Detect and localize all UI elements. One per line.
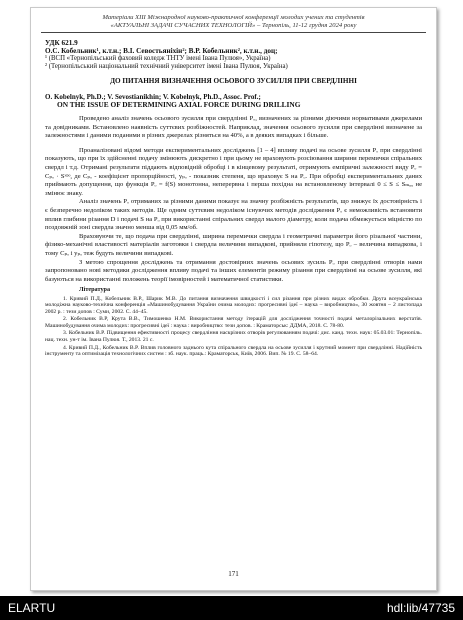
reference-item: 3. Кобельник В.Р. Підвищення ефективності процесу свердління наскрізних отворів регулюванням подачі: дис. канд. техн. наук: 05.03.01: Тернопіль. нац. техн. ун-т ім. Івана Пулюя. Т., 2013. 21 с. [45,330,422,344]
paragraph-methods: Проаналізовані відомі методи експериментальних досліджень [1 – 4] впливу подачі на осьове зусилля Pₒ при свердлінні показують, що при їх здійсненні подачу змінюють дискретно і при цьому не враховують розсіювання ширини перемички спіральних свердл і т.д. Отримані результати піддають відповідній обробці і в кінцевому результаті, отримують емпіричні залежності виду Pₒ = Cₚₒ · Sʸᵖᵒ, де Cₚₒ - коефіцієнт пропорційності, yₚₒ - показник степеня, що враховує S на Pₒ. При обробці експериментальних даних приймають допущення, що функція Pₒ = f(S) монотонна, неперервна і перша похідна на встановленому інтервалі 0 ≤ S ≤ Sₘₐₓ не змінює знаку. [45,146,422,197]
article-body [45,39,422,358]
affiliation-2: ² (Тернопільський національний технічний університет імені Івана Пулюя, Україна) [45,63,288,71]
repository-name[interactable]: ELARTU [8,601,56,615]
authors-ua: О.С. Кобельник¹, к.т.н.; В.І. Севостьяніхін²; В.Р. Кобельник², к.т.н., доц; [45,47,278,56]
header-line-1: Матеріали ХІІІ Міжнародної науково-практичної конференції молодих учених та студентів [102,14,365,21]
affiliation-1: ¹ (ВСП «Тернопільський фаховий коледж ТНТУ імені Івана Пулюя», Україна) [45,55,271,63]
title-en: ON THE ISSUE OF DETERMINING AXIAL FORCE DURING DRILLING [57,99,301,109]
conference-header [41,14,426,30]
udk-code: УДК 621.9 [45,39,78,47]
paragraph-conclusion: З метою спрощення досліджень та отримання достовірних значень осьових зусиль Pₒ при свердлінні отворів нами запропоновано нові методики дослідження впливу подачі та інших елементів режиму різання при свердлінні на осьове зусилля, які базуються на використанні положень теорії імовірностей і математичної статистики. [45,258,422,283]
paragraph-analysis: Аналіз значень Pₒ отриманих за різними даними показує на значну розбіжність результатів, що знижує їх достовірність і є безперечно недоліком таких методів. Ще одним суттєвим недоліком існуючих методів дослідження Pₒ є неможливість встановити вплив глибини різання D і подачі S на Pₒ при використанні спіральних свердл малого діаметру, коли подача обмежується міцністю по поздовжній зоні свердла значно менша від 0,05 мм/об. [45,198,422,232]
page-number: 171 [228,570,239,578]
authors-en: O. Kobelnyk, Ph.D.; V. Sevostianikhin; V. Kobelnyk, Ph.D., Assoc. Prof.; [45,92,261,101]
handle-identifier[interactable]: hdl:lib/47735 [386,601,455,615]
title-ua: ДО ПИТАННЯ ВИЗНАЧЕННЯ ОСЬОВОГО ЗУСИЛЛЯ ПРИ СВЕРДЛІННІ [110,77,357,86]
paragraph-hypothesis: Враховуючи те, що подача при свердлінні, ширина перемички свердла і геометричні параметри його різальної частини, фізико-механічні властивості матеріалів заготовки і свердла величини випадкові, прийняли гіпотезу, що Pₒ – величина випадкова, і тому Cₚₒ і yₚₒ теж будуть величини випадкові. [45,232,422,257]
reference-item: 1. Кривий П.Д., Кобельник В.Р., Шарик М.В. До питання визначення швидкості і сил різання при різних видах обробки. Друга всеукраїнська молодіжна науково-технічна конференція «Машинобудування України очима молодих: прогресивні ідеї – наука – виробництво», 30 жовтня – 2 листопада 2002 р. : тези допов : Суми, 2002. С. 44–45. [45,295,422,315]
literature-heading: Література [79,286,111,294]
header-divider [41,32,426,33]
repository-footer [0,596,463,620]
reference-item: 4. Кривий П.Д., Кобельник В.Р. Вплив головного заднього кута спірального свердла на осьове зусилля і крутний момент при свердлінні. Надійність інструменту та оптимізація технологічних систем : зб. наук. праць.: Краматорськ, Київ, 2006. Вип. № 19. С. 58–64. [45,344,422,358]
paragraph-abstract: Проведено аналіз значень осьового зусилля при свердлінні Pₒ, визначених за різними діючими нормативами джерелами та довідниками. Встановлено наявність суттєвих розбіжностей. Наприклад, значення осьового зусилля при свердлінні визначене за залежностями і даними поданими в різних джерелах різняться на 40%, а в деяких випадках і більше. [45,115,422,140]
reference-item: 2. Кобельник В.Р, Крута В.В., Тимошенко Н.М. Використання методу ітерацій для дослідження точності подачі металорізальних верстатів. Машинобудування очима молодих: прогресивні ідеї : наука : виробництво: тези допов. : Краматорськ: ДДМА, 2018. С. 78-80. [45,316,422,329]
document-page [30,7,437,591]
header-line-2: «АКТУАЛЬНІ ЗАДАЧІ СУЧАСНИХ ТЕХНОЛОГІЙ» – Тернопіль, 11-12 грудня 2024 року [110,22,357,29]
